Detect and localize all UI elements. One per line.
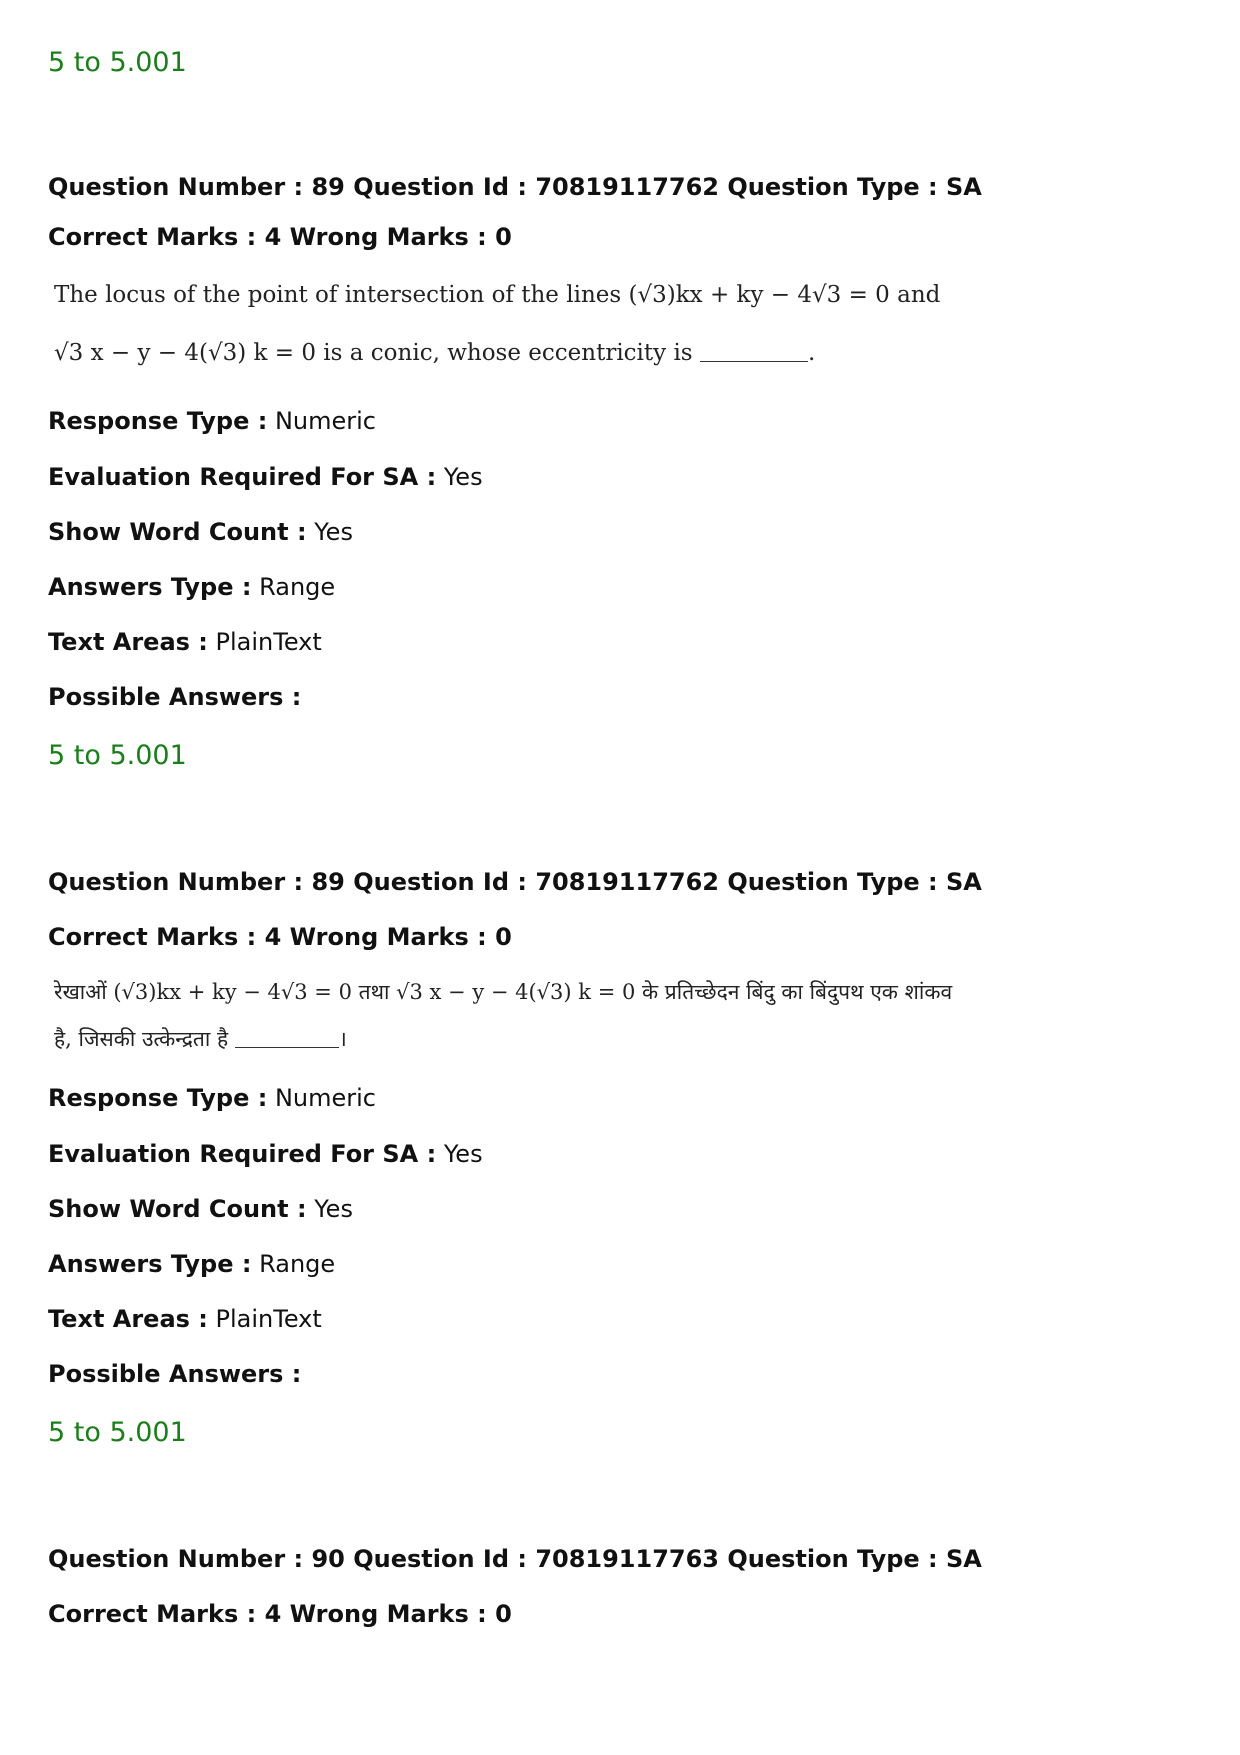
field-value: PlainText [215, 1305, 322, 1333]
question-text-line [54, 336, 815, 370]
word-count-row [48, 1194, 353, 1224]
field-label: Possible Answers : [48, 683, 302, 711]
evaluation-row [48, 1139, 483, 1169]
question-header: Question Number : 89 Question Id : 70819117762 Question Type : SA [48, 868, 982, 896]
field-label: Answers Type : [48, 573, 252, 601]
question-text: The locus of the point of intersection of the lines [54, 282, 629, 308]
field-label: Evaluation Required For SA : [48, 463, 437, 491]
field-value: Yes [443, 463, 483, 491]
possible-answer-value: 5 to 5.001 [48, 1417, 187, 1448]
punctuation: . [807, 340, 816, 366]
possible-answers-row [48, 1359, 301, 1389]
question-text: है, जिसकी उत्केन्द्रता है [54, 1027, 235, 1051]
answer-blank [700, 341, 808, 362]
question-marks: Correct Marks : 4 Wrong Marks : 0 [48, 1600, 512, 1628]
question-text: and [889, 282, 941, 308]
question-text: is a conic, whose eccentricity is [316, 340, 700, 366]
field-label: Possible Answers : [48, 1360, 302, 1388]
question-text: रेखाओं (√3)kx + ky − 4√3 = 0 तथा √3 x − y − 4(√3) k = 0 के प्रतिच्छेदन बिंदु का बिंदुपथ एक शांकव [54, 980, 953, 1004]
field-label: Evaluation Required For SA : [48, 1140, 437, 1168]
field-value: Yes [443, 1140, 483, 1168]
question-text-line [54, 278, 940, 312]
equation: (√3)kx + ky − 4√3 = 0 [628, 282, 890, 308]
answer-blank [235, 1027, 339, 1048]
field-label: Answers Type : [48, 1250, 252, 1278]
answers-type-row [48, 1249, 335, 1279]
field-label: Text Areas : [48, 1305, 208, 1333]
text-areas-row [48, 627, 322, 657]
field-label: Show Word Count : [48, 1195, 307, 1223]
field-value: PlainText [215, 628, 322, 656]
question-marks: Correct Marks : 4 Wrong Marks : 0 [48, 223, 512, 251]
question-marks: Correct Marks : 4 Wrong Marks : 0 [48, 923, 512, 951]
field-label: Show Word Count : [48, 518, 307, 546]
field-value: Yes [314, 1195, 353, 1223]
word-count-row [48, 517, 353, 547]
field-label: Response Type : [48, 1084, 268, 1112]
possible-answer-value: 5 to 5.001 [48, 47, 187, 78]
possible-answer-value: 5 to 5.001 [48, 740, 187, 771]
text-areas-row [48, 1304, 322, 1334]
question-header: Question Number : 90 Question Id : 70819117763 Question Type : SA [48, 1545, 982, 1573]
field-value: Numeric [274, 407, 376, 435]
possible-answers-row [48, 682, 301, 712]
question-text-line [54, 975, 952, 1009]
field-value: Range [259, 573, 336, 601]
response-type-row [48, 1083, 376, 1113]
field-label: Text Areas : [48, 628, 208, 656]
question-header: Question Number : 89 Question Id : 70819117762 Question Type : SA [48, 173, 982, 201]
punctuation: । [338, 1027, 347, 1051]
answers-type-row [48, 572, 335, 602]
field-label: Response Type : [48, 407, 268, 435]
field-value: Range [259, 1250, 336, 1278]
question-text-line [54, 1022, 347, 1056]
field-value: Numeric [274, 1084, 376, 1112]
field-value: Yes [314, 518, 353, 546]
equation: √3 x − y − 4(√3) k = 0 [54, 340, 316, 366]
evaluation-row [48, 462, 483, 492]
response-type-row [48, 406, 376, 436]
